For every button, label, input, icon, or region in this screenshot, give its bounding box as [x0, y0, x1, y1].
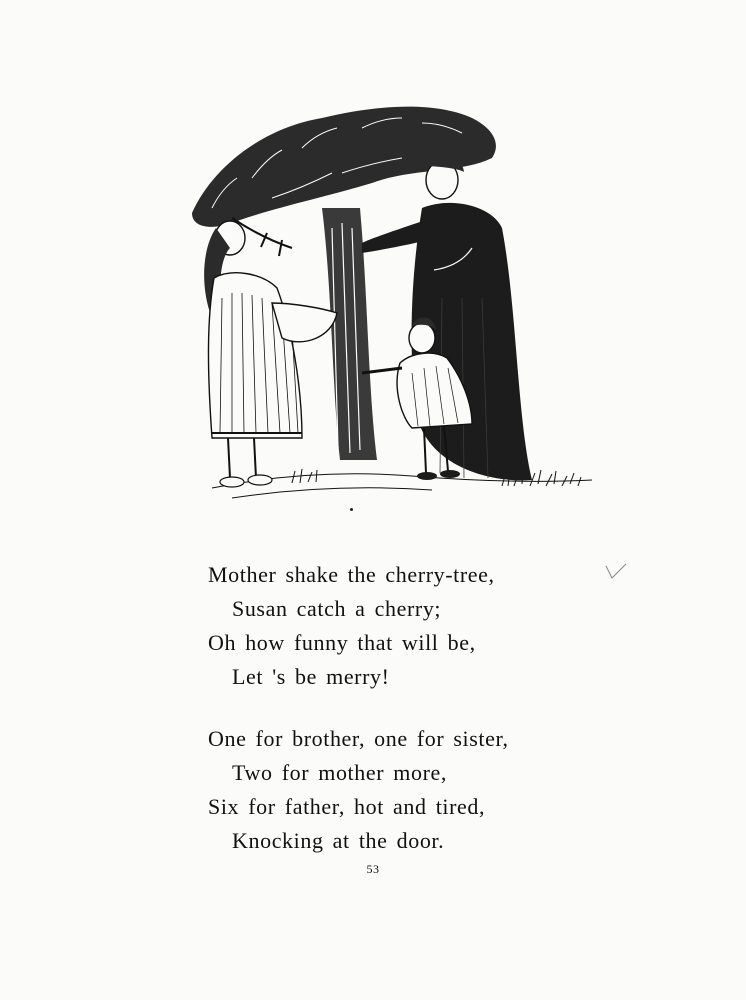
- engraving-image: [172, 88, 604, 518]
- poem-line: Oh how funny that will be,: [208, 630, 476, 655]
- page-number: 53: [366, 862, 380, 876]
- poem-line: Let 's be merry!: [232, 664, 390, 689]
- poem-line: One for brother, one for sister,: [208, 726, 509, 751]
- poem-line: Susan catch a cherry;: [232, 596, 442, 621]
- poem-line: Six for father, hot and tired,: [208, 794, 486, 819]
- ink-speck: [350, 508, 353, 511]
- cherry-tree-illustration: [172, 88, 604, 518]
- mother-figure: [362, 156, 532, 480]
- girl-figure: [204, 221, 337, 487]
- stanza-1: [208, 558, 628, 694]
- poem-line: Two for mother more,: [232, 760, 447, 785]
- poem-line: Mother shake the cherry-tree,: [208, 562, 495, 587]
- poem: [208, 558, 628, 886]
- poem-line: Knocking at the door.: [232, 828, 445, 853]
- stanza-2: [208, 722, 628, 858]
- pencil-check-mark: [604, 562, 628, 580]
